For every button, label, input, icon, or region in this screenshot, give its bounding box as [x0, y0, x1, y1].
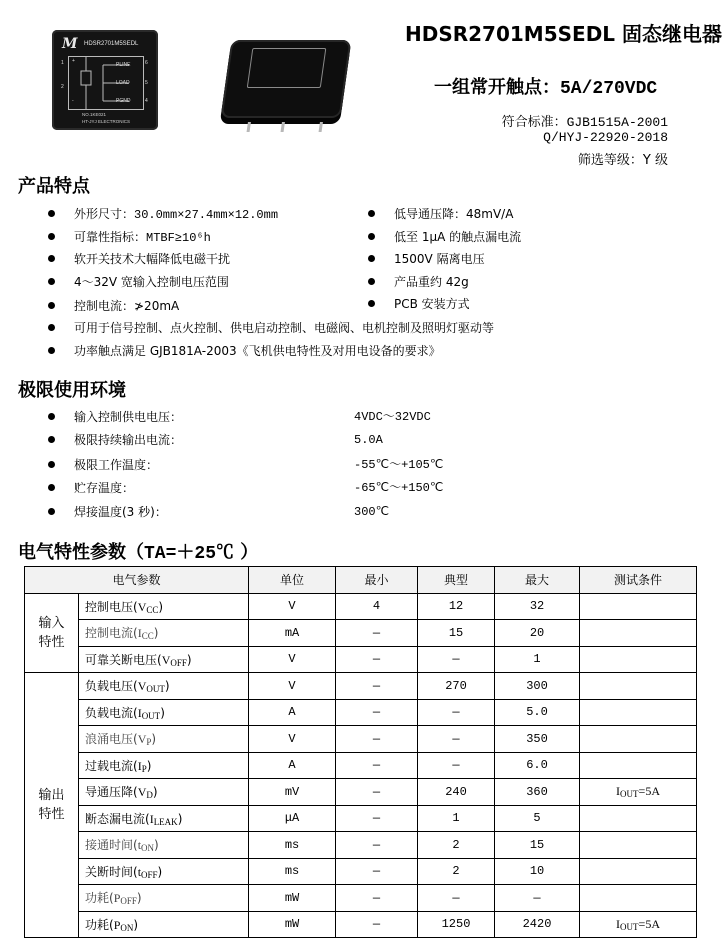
table-row	[25, 593, 697, 620]
bullet-icon	[368, 255, 375, 262]
product-photo-top-view	[52, 30, 158, 130]
col-header: 最大	[495, 567, 580, 594]
page-title: HDSR2701M5SEDL 固态继电器	[405, 22, 723, 46]
chip-face-outline	[247, 48, 327, 88]
cell-typ: —	[418, 699, 495, 726]
param-name: 负载电流$(I_{OUT})$	[79, 699, 249, 726]
cell-unit: A	[249, 699, 336, 726]
cell-unit: mA	[249, 620, 336, 647]
col-header: 单位	[249, 567, 336, 594]
bullet-icon	[48, 413, 55, 420]
cell-typ: 15	[418, 620, 495, 647]
cell-typ: 270	[418, 673, 495, 700]
chip-footer-line2: HT-JYJ ELECTRONICS	[82, 119, 131, 124]
cell-unit: V	[249, 646, 336, 673]
table-row	[25, 858, 697, 885]
table-row	[25, 673, 697, 700]
limit-item: 输入控制供电电压：	[48, 408, 182, 426]
param-name: 导通压降$(V_D)$	[79, 779, 249, 806]
table-header-row	[25, 567, 697, 594]
cell-unit: V	[249, 593, 336, 620]
cell-min: —	[336, 832, 418, 859]
feature-item: 产品重约 42g	[368, 273, 469, 291]
cell-condition: $I_{OUT}=5A$	[580, 779, 697, 806]
cell-typ: —	[418, 885, 495, 912]
col-header: 电气参数	[25, 567, 249, 594]
pin-label: +	[72, 58, 75, 64]
limit-value: -55℃～+105℃	[354, 458, 444, 472]
table-row	[25, 620, 697, 647]
limit-value: 4VDC～32VDC	[354, 410, 431, 424]
param-name: 关断时间$(t_{OFF})$	[79, 858, 249, 885]
limit-value: -65℃～+150℃	[354, 481, 444, 495]
cell-condition	[580, 673, 697, 700]
cell-max: 350	[495, 726, 580, 753]
cell-max: 6.0	[495, 752, 580, 779]
contact-spec-value: 5A/270VDC	[560, 79, 658, 99]
pin-number: 2	[61, 84, 64, 90]
standard-value-2: Q/HYJ-22920-2018	[543, 130, 668, 145]
limits-heading: 极限使用环境	[18, 380, 126, 401]
table-row	[25, 646, 697, 673]
limit-item: 极限工作温度：	[48, 456, 158, 474]
bullet-icon	[368, 278, 375, 285]
cell-typ: —	[418, 726, 495, 753]
cell-max: 360	[495, 779, 580, 806]
table-row	[25, 699, 697, 726]
limit-item: 焊接温度(3 秒)：	[48, 503, 167, 521]
limit-item: 极限持续输出电流：	[48, 431, 182, 449]
bullet-icon	[48, 347, 55, 354]
col-header: 典型	[418, 567, 495, 594]
feature-item: 低至 1μA 的触点漏电流	[368, 228, 521, 246]
cell-condition	[580, 620, 697, 647]
feature-item: PCB 安装方式	[368, 295, 470, 313]
param-name: 浪涌电压$(V_P)$	[79, 726, 249, 753]
bullet-icon	[48, 255, 55, 262]
cell-min: —	[336, 858, 418, 885]
bullet-icon	[368, 210, 375, 217]
cell-min: —	[336, 885, 418, 912]
feature-item: 可靠性指标：MTBF≥10⁶h	[48, 228, 211, 246]
bullet-icon	[368, 233, 375, 240]
screening-grade	[578, 149, 668, 168]
cell-max: 300	[495, 673, 580, 700]
cell-unit: ms	[249, 832, 336, 859]
standard-line1	[502, 111, 668, 130]
brand-logo-icon: M	[62, 36, 78, 52]
cell-unit: ms	[249, 858, 336, 885]
schematic-box	[68, 56, 144, 110]
cell-max: —	[495, 885, 580, 912]
pin-number: 6	[145, 60, 148, 66]
cell-max: 10	[495, 858, 580, 885]
cell-min: —	[336, 699, 418, 726]
group-output-label: 输出 特性	[25, 673, 79, 938]
cell-min: —	[336, 752, 418, 779]
feature-item: 低导通压降：48mV/A	[368, 205, 513, 223]
cell-condition	[580, 699, 697, 726]
bullet-icon	[48, 436, 55, 443]
param-name: 控制电流$(I_{CC})$	[79, 620, 249, 647]
bullet-icon	[48, 484, 55, 491]
standard-label: 符合标准：	[501, 115, 567, 130]
relay-schematic-icon	[69, 57, 143, 109]
cell-condition	[580, 646, 697, 673]
features-heading: 产品特点	[18, 176, 90, 197]
table-row	[25, 752, 697, 779]
grade-label: 筛选等级：	[577, 153, 643, 168]
electrical-table	[24, 566, 697, 938]
param-name: 可靠关断电压$(V_{OFF})$	[79, 646, 249, 673]
chip-footer-line1: NO.1KE021	[82, 112, 107, 117]
feature-item: 4～32V 宽输入控制电压范围	[48, 273, 229, 291]
table-row	[25, 726, 697, 753]
group-input-label: 输入 特性	[25, 593, 79, 673]
cell-condition	[580, 858, 697, 885]
bullet-icon	[48, 278, 55, 285]
cell-unit: mW	[249, 911, 336, 938]
table-row	[25, 832, 697, 859]
cell-max: 5	[495, 805, 580, 832]
feature-item: 控制电流：≯20mA	[48, 297, 179, 315]
param-name: 功耗$(P_{ON})$	[79, 911, 249, 938]
cell-condition	[580, 885, 697, 912]
cell-min: —	[336, 646, 418, 673]
cell-max: 1	[495, 646, 580, 673]
bullet-icon	[368, 300, 375, 307]
chip-pin-leg	[319, 122, 323, 132]
cell-max: 2420	[495, 911, 580, 938]
pin-label: LOAD	[116, 80, 130, 86]
contact-spec-prefix: 一组常开触点：	[434, 77, 560, 98]
bullet-icon	[48, 508, 55, 515]
cell-max: 32	[495, 593, 580, 620]
bullet-icon	[48, 302, 55, 309]
feature-item-wide: 可用于信号控制、点火控制、供电启动控制、电磁阀、电机控制及照明灯驱动等	[48, 319, 494, 337]
pin-label: PLINE	[116, 62, 131, 68]
cell-condition	[580, 805, 697, 832]
limit-value: 300℃	[354, 505, 390, 519]
bullet-icon	[48, 324, 55, 331]
param-name: 接通时间$(t_{ON})$	[79, 832, 249, 859]
cell-typ: —	[418, 646, 495, 673]
param-name: 过载电流$(I_P)$	[79, 752, 249, 779]
cell-min: —	[336, 911, 418, 938]
bullet-icon	[48, 461, 55, 468]
cell-min: —	[336, 779, 418, 806]
cell-typ: 240	[418, 779, 495, 806]
chip-pin-leg	[281, 122, 285, 132]
feature-item: 软开关技术大幅降低电磁干扰	[48, 250, 230, 268]
pin-number: 4	[145, 98, 148, 104]
cell-typ: 2	[418, 858, 495, 885]
product-photo-angle-view	[221, 40, 352, 118]
electrical-heading: 电气特性参数（TA=＋25℃ ）	[18, 542, 259, 564]
cell-unit: mV	[249, 779, 336, 806]
feature-item-wide: 功率触点满足 GJB181A-2003《飞机供电特性及对用电设备的要求》	[48, 342, 441, 360]
cell-unit: mW	[249, 885, 336, 912]
cell-condition	[580, 593, 697, 620]
bullet-icon	[48, 233, 55, 240]
cell-typ: 2	[418, 832, 495, 859]
cell-max: 5.0	[495, 699, 580, 726]
cell-condition	[580, 726, 697, 753]
table-row	[25, 805, 697, 832]
cell-typ: 1	[418, 805, 495, 832]
param-name: 功耗$(P_{OFF})$	[79, 885, 249, 912]
bullet-icon	[48, 210, 55, 217]
cell-unit: μA	[249, 805, 336, 832]
cell-condition	[580, 752, 697, 779]
cell-max: 15	[495, 832, 580, 859]
table-row	[25, 885, 697, 912]
param-name: 断态漏电流$(I_{LEAK})$	[79, 805, 249, 832]
cell-min: 4	[336, 593, 418, 620]
chip-pin-leg	[247, 122, 251, 132]
cell-min: —	[336, 673, 418, 700]
limit-item: 贮存温度：	[48, 479, 134, 497]
standard-value-1: GJB1515A-2001	[566, 115, 668, 130]
pin-number: 1	[61, 60, 64, 66]
param-name: 负载电压$(V_{OUT})$	[79, 673, 249, 700]
cell-unit: V	[249, 673, 336, 700]
cell-typ: 1250	[418, 911, 495, 938]
table-row	[25, 779, 697, 806]
col-header: 测试条件	[580, 567, 697, 594]
cell-unit: A	[249, 752, 336, 779]
limit-value: 5.0A	[354, 433, 383, 447]
cell-condition: $I_{OUT}=5A$	[580, 911, 697, 938]
param-name: 控制电压$(V_{CC})$	[79, 593, 249, 620]
pin-label: PGND	[116, 98, 131, 104]
chip-model-label: HDSR2701M5SEDL	[84, 41, 139, 47]
cell-max: 20	[495, 620, 580, 647]
col-header: 最小	[336, 567, 418, 594]
feature-item: 1500V 隔离电压	[368, 250, 485, 268]
feature-item: 外形尺寸：30.0mm×27.4mm×12.0mm	[48, 205, 278, 223]
cell-condition	[580, 832, 697, 859]
cell-unit: V	[249, 726, 336, 753]
table-row	[25, 911, 697, 938]
cell-min: —	[336, 805, 418, 832]
cell-min: —	[336, 726, 418, 753]
cell-min: —	[336, 620, 418, 647]
pin-label: -	[72, 98, 74, 104]
grade-value: Y 级	[642, 153, 668, 168]
pin-number: 5	[145, 80, 148, 86]
cell-typ: 12	[418, 593, 495, 620]
cell-typ: —	[418, 752, 495, 779]
contact-spec	[434, 73, 657, 99]
